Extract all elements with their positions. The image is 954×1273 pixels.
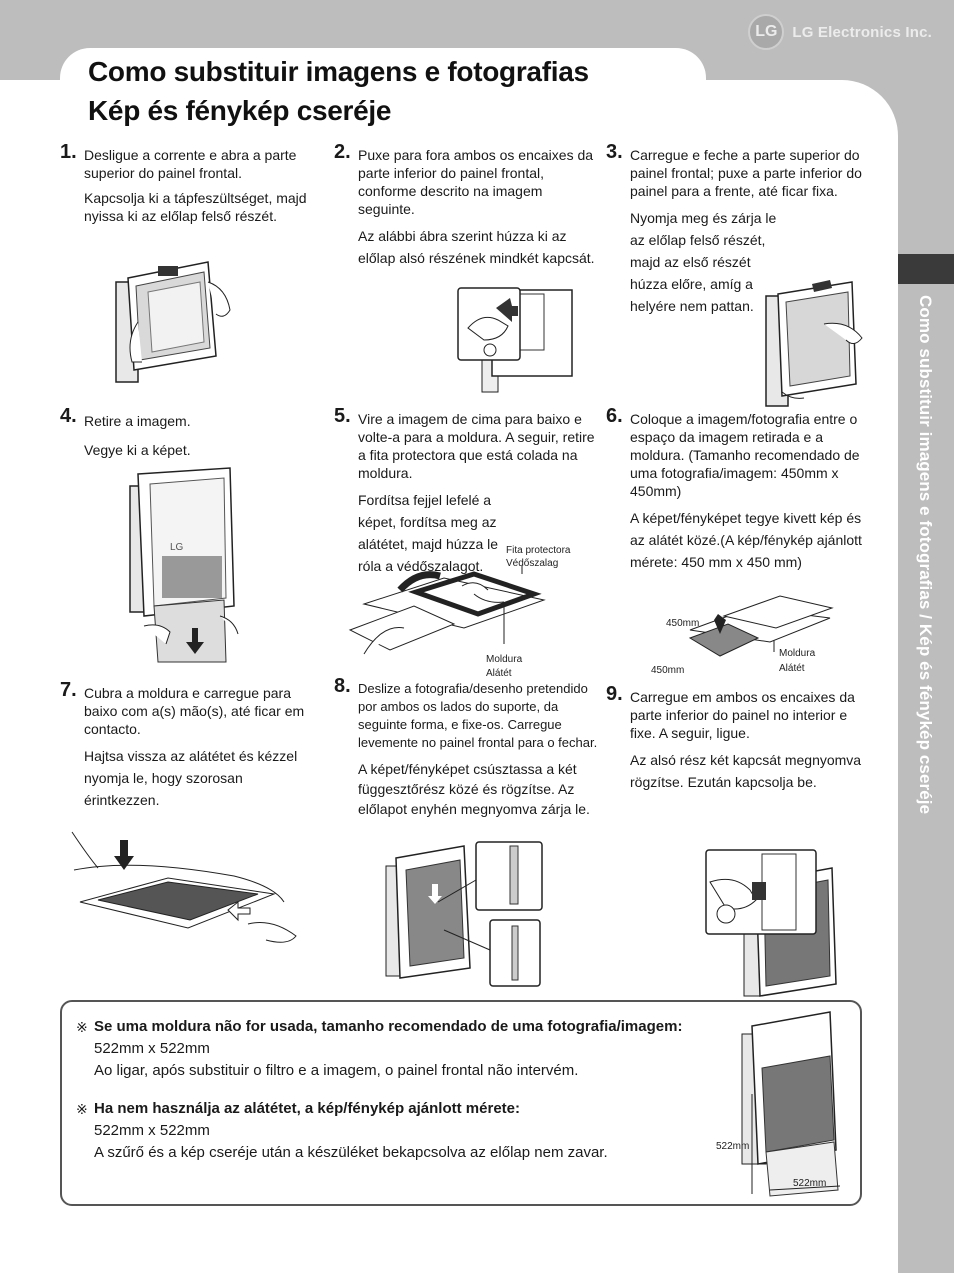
step-text-hu: Vegye ki a képet. xyxy=(84,442,191,458)
step-number: 7. xyxy=(60,679,77,701)
step-number: 9. xyxy=(606,683,623,705)
step-number: 5. xyxy=(334,405,351,427)
step-9 xyxy=(606,683,868,800)
step-text-hu: Kapcsolja ki a tápfeszültséget, majd nyissa ki az előlap felső részét. xyxy=(84,190,307,224)
frame-label-pt: Moldura xyxy=(486,654,523,665)
step-text-pt: Carregue em ambos os encaixes da parte inferior do painel no interior e fixe. A seguir, ligue. xyxy=(630,689,855,741)
step-number: 4. xyxy=(60,405,77,427)
step-4 xyxy=(60,405,322,468)
step-9-illustration xyxy=(704,848,840,998)
step-text-hu: Az alábbi ábra szerint húzza ki az előlap alsó részének mindkét kapcsát. xyxy=(358,228,595,266)
note-illustration xyxy=(712,1004,852,1200)
side-tab-label: Como substituir imagens e fotografias / Kép és fénykép cseréje xyxy=(916,295,935,815)
step-6 xyxy=(606,405,868,580)
step-1-illustration xyxy=(108,252,248,392)
note-mark-icon: ※ xyxy=(76,1101,88,1117)
step-2-illustration xyxy=(456,286,580,394)
brand-name: LG Electronics Inc. xyxy=(792,23,932,41)
step-number: 2. xyxy=(334,141,351,163)
step-8-illustration xyxy=(384,840,550,988)
step-2 xyxy=(334,141,596,276)
step-3-illustration xyxy=(760,274,868,414)
step-text-pt: Retire a imagem. xyxy=(84,413,191,429)
note-heading: Se uma moldura não for usada, tamanho recomendado de uma fotografia/imagem: xyxy=(94,1018,683,1035)
step-text-pt: Desligue a corrente e abra a parte superior do painel frontal. xyxy=(84,147,297,181)
step-text-pt: Puxe para fora ambos os encaixes da parte inferior do painel frontal, conforme descrito na imagem seguinte. xyxy=(358,147,594,217)
note-hu xyxy=(76,1098,756,1164)
tape-label-hu: Védőszalag xyxy=(506,558,559,569)
size-450-bottom: 450mm xyxy=(651,665,685,676)
note-size: 522mm x 522mm xyxy=(94,1040,210,1057)
step-7-illustration xyxy=(68,830,308,954)
step-number: 8. xyxy=(334,675,351,697)
frame-label-hu: Alátét xyxy=(486,668,512,679)
size-522-vertical: 522mm xyxy=(716,1141,750,1152)
note-box xyxy=(60,1000,862,1206)
note-text: A szűrő és a kép cseréje után a készüléket bekapcsolva az előlap nem zavar. xyxy=(94,1144,608,1161)
step-text-hu: A képet/fényképet csúsztassa a két függesztőrész közé és rögzítse. Az előlapot enyhén megnyomva zárja le. xyxy=(358,761,590,817)
step-8 xyxy=(334,675,600,826)
step-text-hu: Az alsó rész két kapcsát megnyomva rögzítse. Ezután kapcsolja be. xyxy=(630,752,862,790)
note-heading: Ha nem használja az alátétet, a kép/fénykép ajánlott mérete: xyxy=(94,1100,520,1117)
step-number: 1. xyxy=(60,141,77,163)
size-450-top: 450mm xyxy=(666,618,700,629)
step-text-pt: Deslize a fotografia/desenho pretendido por ambos os lados do suporte, da seguinte forma, e fixe-os. Carregue levemente no painel frontal para o fechar. xyxy=(358,681,598,750)
step-4-illustration xyxy=(124,466,244,666)
note-size: 522mm x 522mm xyxy=(94,1122,210,1139)
step-text-hu: Fordítsa fejjel lefelé a képet, fordítsa meg az alátétet, majd húzza le róla a védőszalagot. xyxy=(358,492,499,574)
lg-logo-icon: LG xyxy=(748,14,784,50)
note-text: Ao ligar, após substituir o filtro e a imagem, o painel frontal não intervém. xyxy=(94,1062,579,1079)
step-1 xyxy=(60,141,322,232)
title-hu: Kép és fénykép cseréje xyxy=(88,95,392,126)
step-7 xyxy=(60,679,322,818)
tape-label-pt: Fita protectora xyxy=(506,545,571,556)
brand-logo xyxy=(748,14,932,50)
svg-text:LG: LG xyxy=(170,542,184,553)
step-text-pt: Vire a imagem de cima para baixo e volte-a para a moldura. A seguir, retire a fita protectora que está colada na moldura. xyxy=(358,411,595,481)
step-number: 6. xyxy=(606,405,623,427)
step-text-hu: Hajtsa vissza az alátétet és kézzel nyomja le, hogy szorosan érintkezzen. xyxy=(84,748,298,808)
note-pt xyxy=(76,1016,756,1082)
note-mark-icon: ※ xyxy=(76,1019,88,1035)
step-text-pt: Coloque a imagem/fotografia entre o espaço da imagem retirada e a moldura. (Tamanho recomendado de uma fotografia/imagem: 450mm x 450mm) xyxy=(630,411,860,499)
page-title xyxy=(88,52,688,130)
step-text-pt: Carregue e feche a parte superior do painel frontal; puxe a parte inferior do painel para a frente, até ficar fixa. xyxy=(630,147,862,199)
step-text-hu: Nyomja meg és zárja le az előlap felső részét, majd az első részét húzza előre, amíg a helyére nem pattan. xyxy=(630,210,777,314)
size-522-horizontal: 522mm xyxy=(793,1178,827,1189)
step-6-illustration xyxy=(684,590,834,678)
step-text-pt: Cubra a moldura e carregue para baixo com a(s) mão(s), até ficar em contacto. xyxy=(84,685,305,737)
step-number: 3. xyxy=(606,141,623,163)
section-marker xyxy=(898,254,954,284)
frame-label-pt: Moldura xyxy=(779,648,816,659)
side-tab xyxy=(900,295,952,1245)
step-text-hu: A képet/fényképet tegye kivett kép és az alátét közé.(A kép/fénykép ajánlott mérete: 450 mm x 450 mm) xyxy=(630,510,862,570)
title-pt: Como substituir imagens e fotografias xyxy=(88,56,589,87)
frame-label-hu: Alátét xyxy=(779,663,805,674)
